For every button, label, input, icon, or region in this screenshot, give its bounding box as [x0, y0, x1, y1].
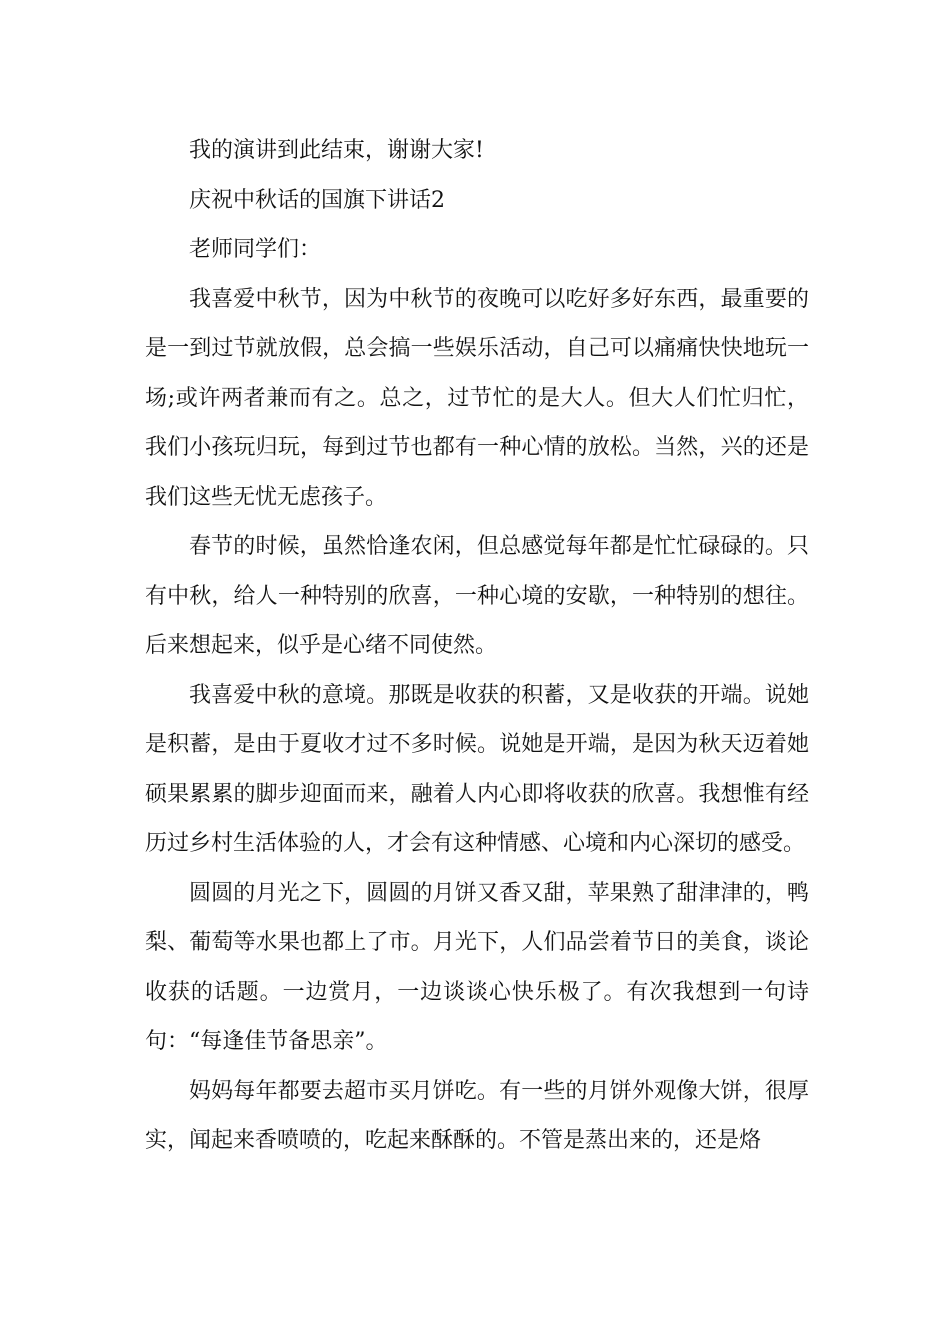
body-paragraph: 妈妈每年都要去超市买月饼吃。有一些的月饼外观像大饼，很厚实，闻起来香喷喷的，吃起来酥酥的。不管是蒸出来的，还是烙	[145, 1078, 809, 1153]
body-paragraph: 我喜爱中秋节，因为中秋节的夜晚可以吃好多好东西，最重要的是一到过节就放假，总会搞一些娱乐活动，自己可以痛痛快快地玩一场;或许两者兼而有之。总之，过节忙的是大人。但大人们忙归忙，我们小孩玩归玩，每到过节也都有一种心情的放松。当然，兴的还是我们这些无忧无虑孩子。	[145, 286, 809, 510]
document-body	[145, 126, 809, 1166]
salutation: 老师同学们：	[189, 237, 322, 262]
speech-title: 庆祝中秋话的国旗下讲话2	[189, 187, 445, 213]
body-paragraph: 我喜爱中秋的意境。那既是收获的积蓄，又是收获的开端。说她是积蓄，是由于夏收才过不多时候。说她是开端，是因为秋天迈着她硕果累累的脚步迎面而来，融着人内心即将收获的欣喜。我想惟有经历过乡村生活体验的人，才会有这种情感、心境和内心深切的感受。	[145, 682, 809, 856]
closing-line: 我的演讲到此结束，谢谢大家!	[189, 138, 484, 163]
body-paragraph: 春节的时候，虽然恰逢农闲，但总感觉每年都是忙忙碌碌的。只有中秋，给人一种特别的欣喜，一种心境的安歇，一种特别的想往。后来想起来，似乎是心绪不同使然。	[145, 534, 809, 658]
body-paragraph: 圆圆的月光之下，圆圆的月饼又香又甜，苹果熟了甜津津的，鸭梨、葡萄等水果也都上了市。月光下，人们品尝着节日的美食，谈论收获的话题。一边赏月，一边谈谈心快乐极了。有次我想到一句诗句：“每逢佳节备思亲”。	[145, 880, 809, 1054]
